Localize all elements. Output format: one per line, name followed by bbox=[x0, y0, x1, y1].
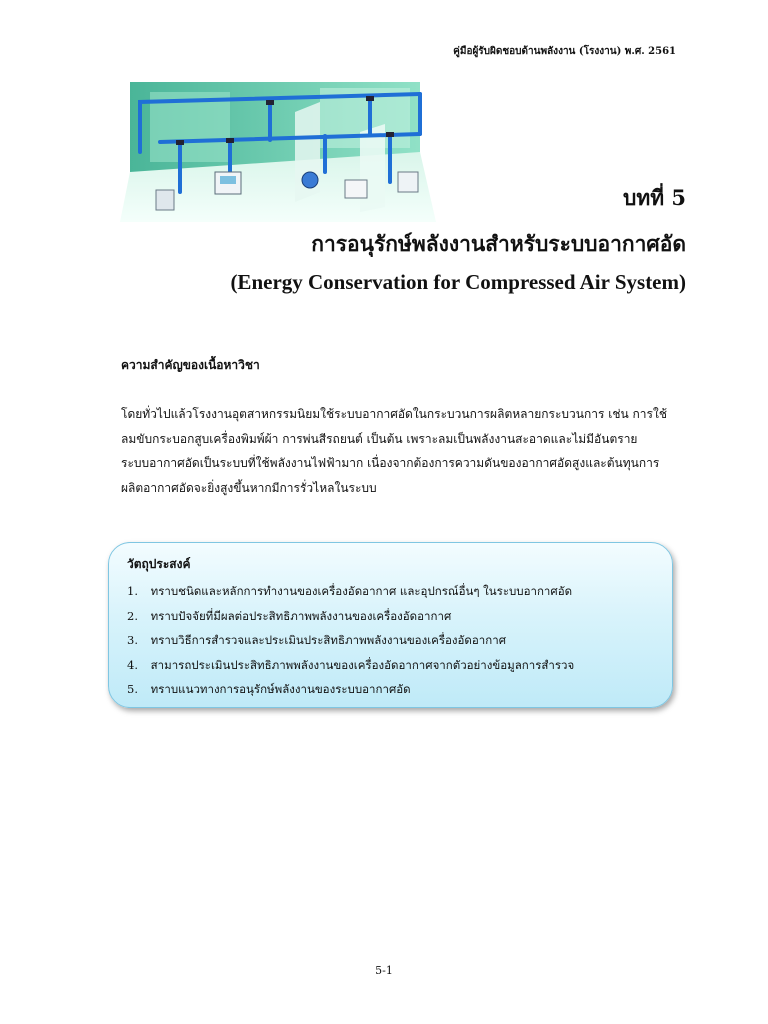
importance-paragraph bbox=[121, 402, 687, 500]
objective-text: ทราบปัจจัยที่มีผลต่อประสิทธิภาพพลังงานของเครื่องอัดอากาศ bbox=[150, 608, 452, 623]
paragraph-line: ลมขับกระบอกสูบเครื่องพิมพ์ผ้า การพ่นสีรถยนต์ เป็นต้น เพราะลมเป็นพลังงานสะอาดและไม่มีอันตราย bbox=[121, 431, 638, 446]
objectives-title: วัตถุประสงค์ bbox=[127, 557, 191, 571]
chapter-number: บทที่ 5 bbox=[623, 185, 686, 210]
objective-number: 5. bbox=[127, 682, 138, 696]
page-number: 5-1 bbox=[375, 964, 393, 977]
document-header: คู่มือผู้รับผิดชอบด้านพลังงาน (โรงงาน) พ.ศ. 2561 bbox=[453, 46, 676, 57]
objective-text: ทราบวิธีการสำรวจและประเมินประสิทธิภาพพลังงานของเครื่องอัดอากาศ bbox=[150, 633, 506, 647]
objective-number: 2. bbox=[127, 608, 138, 623]
objective-number: 3. bbox=[127, 633, 138, 647]
chapter-title-english: (Energy Conservation for Compressed Air System) bbox=[230, 270, 686, 294]
objective-item bbox=[127, 579, 656, 604]
objective-item bbox=[127, 628, 656, 653]
objective-number: 1. bbox=[127, 584, 138, 598]
objective-item bbox=[127, 653, 656, 678]
objective-number: 4. bbox=[127, 657, 138, 672]
importance-heading: ความสำคัญของเนื้อหาวิชา bbox=[121, 358, 260, 372]
paragraph-line: โดยทั่วไปแล้วโรงงานอุตสาหกรรมนิยมใช้ระบบอากาศอัดในกระบวนการผลิตหลายกระบวนการ เช่น การใช้ bbox=[121, 407, 667, 421]
compressed-air-piping-illustration bbox=[120, 72, 436, 222]
objective-item bbox=[127, 604, 656, 629]
objectives-list bbox=[127, 579, 656, 702]
objective-text: ทราบชนิดและหลักการทำงานของเครื่องอัดอากาศ และอุปกรณ์อื่นๆ ในระบบอากาศอัด bbox=[150, 584, 573, 598]
chapter-title-thai: การอนุรักษ์พลังงานสำหรับระบบอากาศอัด bbox=[311, 231, 686, 256]
objective-item bbox=[127, 677, 656, 702]
piping-illustration-graphic bbox=[120, 72, 436, 222]
paragraph-line: ผลิตอากาศอัดจะยิ่งสูงขึ้นหากมีการรั่วไหลในระบบ bbox=[121, 480, 377, 495]
objectives-box bbox=[108, 542, 673, 708]
paragraph-line: ระบบอากาศอัดเป็นระบบที่ใช้พลังงานไฟฟ้ามาก เนื่องจากต้องการความดันของอากาศอัดสูงและต้นทุนการ bbox=[121, 456, 660, 470]
objective-text: ทราบแนวทางการอนุรักษ์พลังงานของระบบอากาศอัด bbox=[150, 682, 411, 696]
objective-text: สามารถประเมินประสิทธิภาพพลังงานของเครื่องอัดอากาศจากตัวอย่างข้อมูลการสำรวจ bbox=[150, 657, 575, 672]
